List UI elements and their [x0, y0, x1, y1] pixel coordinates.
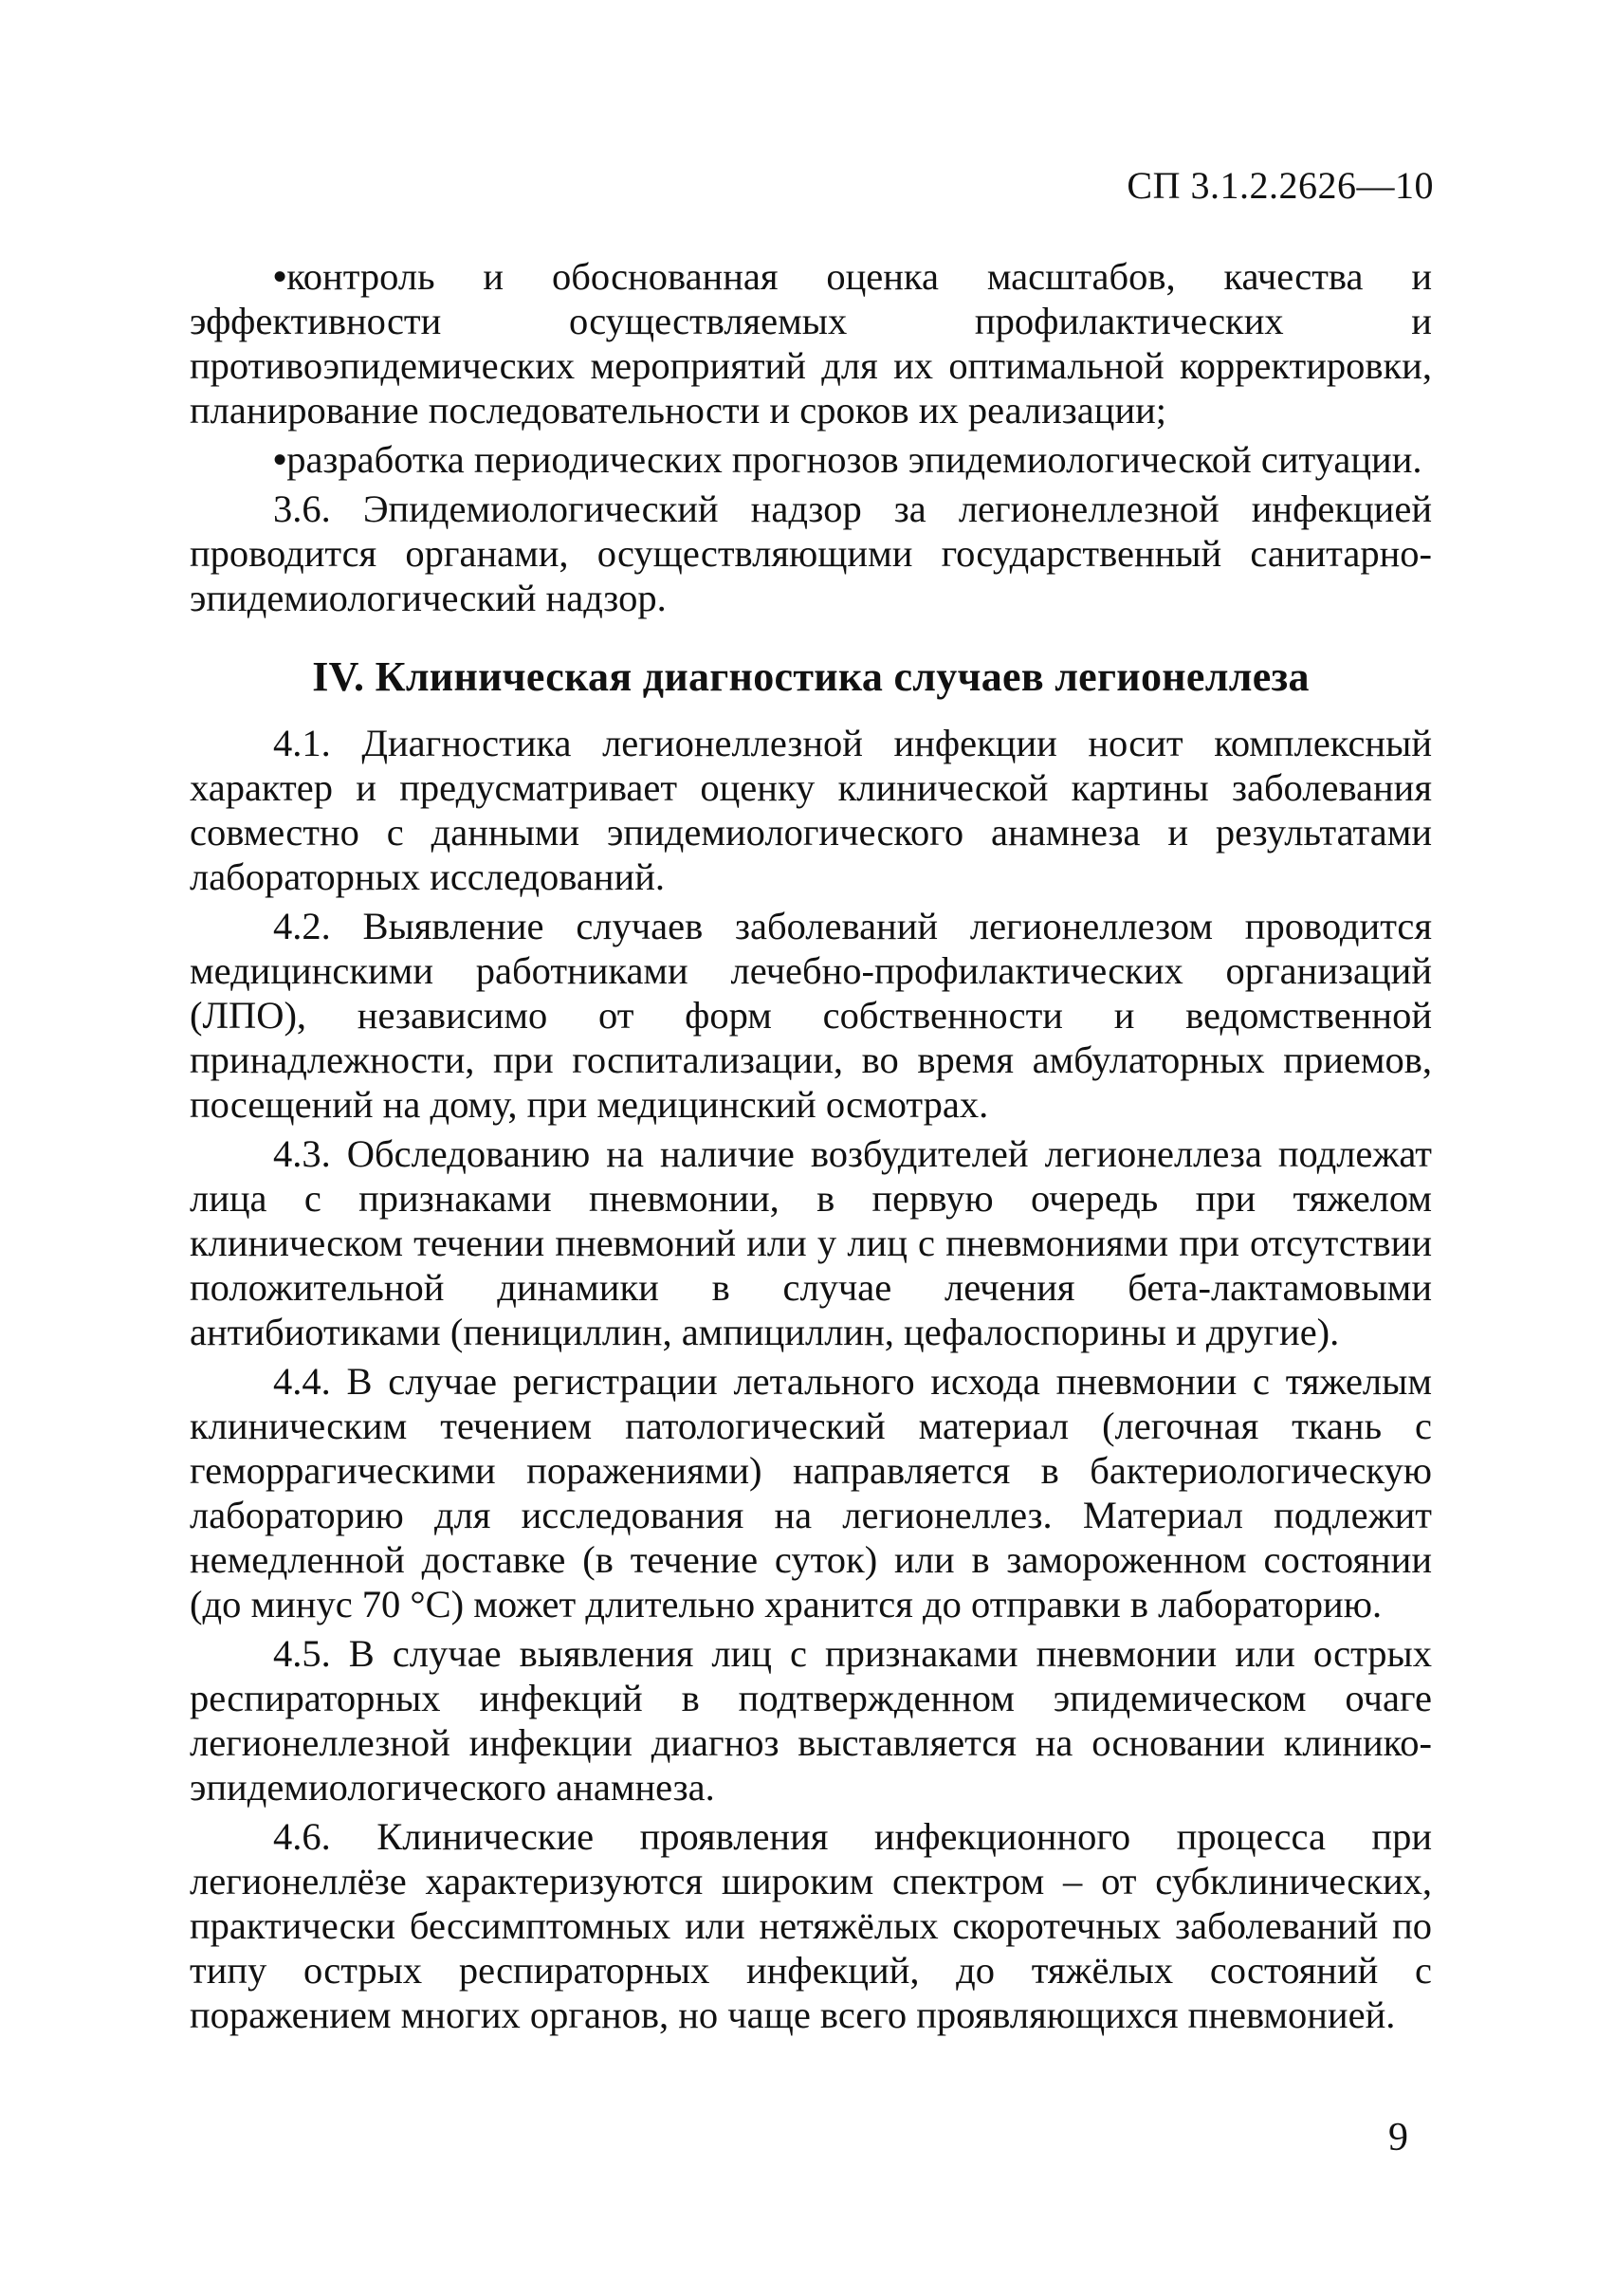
paragraph-4-5: 4.5. В случае выявления лиц с признаками пневмонии или острых респираторных инфекций в подтвержденном эпидемическом очаге легионеллезной инфекции диагноз выставляется на основании клинико-эпидемиологического анамнеза. [190, 1632, 1432, 1809]
paragraph-3-6: 3.6. Эпидемиологический надзор за легионеллезной инфекцией проводится органами, осуществляющими государственный санитарно-эпидемиологический надзор. [190, 487, 1432, 619]
section-heading: IV. Клиническая диагностика случаев легионеллеза [312, 653, 1310, 700]
bullet-text: разработка периодических прогнозов эпидемиологической ситуации. [286, 438, 1422, 481]
bullet-text: контроль и обоснованная оценка масштабов, качества и эффективности осуществляемых профилактических и противоэпидемических мероприятий для их оптимальной корректировки, планирование последовательности и сроков их реализации; [190, 255, 1432, 432]
bullet-item [190, 254, 1432, 432]
page-number: 9 [1388, 2116, 1408, 2159]
paragraph-4-2: 4.2. Выявление случаев заболеваний легионеллезом проводится медицинскими работниками лечебно-профилактических организаций (ЛПО), независимо от форм собственности и ведомственной принадлежности, при госпитализации, во время амбулаторных приемов, посещений на дому, при медицинский осмотрах. [190, 905, 1432, 1126]
paragraph-4-6: 4.6. Клинические проявления инфекционного процесса при легионеллёзе характеризуются широким спектром – от субклинических, практически бессимптомных или нетяжёлых скоротечных заболеваний по типу острых респираторных инфекций, до тяжёлых состояний с поражением многих органов, но чаще всего проявляющихся пневмонией. [190, 1815, 1432, 2036]
bullet-marker: • [273, 255, 287, 298]
bullet-marker: • [273, 438, 287, 481]
paragraph-4-1: 4.1. Диагностика легионеллезной инфекции носит комплексный характер и предусматривает оценку клинической картины заболевания совместно с данными эпидемиологического анамнеза и результатами лабораторных исследований. [190, 722, 1432, 898]
document-code: СП 3.1.2.2626—10 [1127, 164, 1434, 207]
paragraph-4-3: 4.3. Обследованию на наличие возбудителей легионеллеза подлежат лица с признаками пневмонии, в первую очередь при тяжелом клиническом течении пневмоний или у лиц с пневмониями при отсутствии положительной динамики в случае лечения бета-лактамовыми антибиотиками (пенициллин, ампициллин, цефалоспорины и другие). [190, 1132, 1432, 1353]
paragraph-4-4: 4.4. В случае регистрации летального исхода пневмонии с тяжелым клиническим течением патологический материал (легочная ткань с геморрагическими поражениями) направляется в бактериологическую лабораторию для исследования на легионеллез. Материал подлежит немедленной доставке (в течение суток) или в замороженном состоянии (до минус 70 °С) может длительно хранится до отправки в лабораторию. [190, 1360, 1432, 1626]
document-body [190, 254, 1432, 2042]
bullet-item [190, 437, 1432, 482]
